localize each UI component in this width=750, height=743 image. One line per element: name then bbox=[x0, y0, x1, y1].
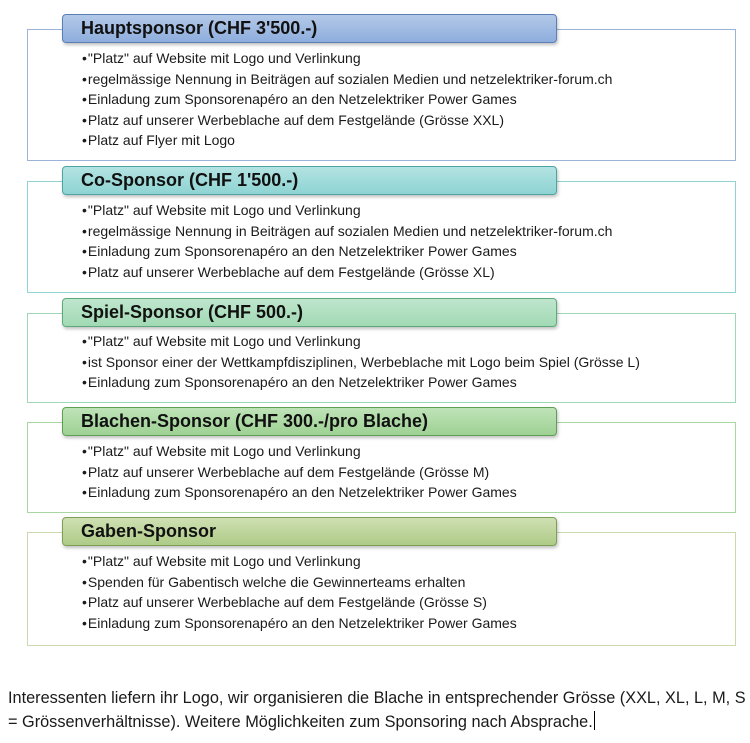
benefit-list bbox=[82, 200, 612, 282]
tier-title: Hauptsponsor (CHF 3'500.-) bbox=[62, 14, 557, 43]
benefit-item: • Spenden für Gabentisch welche die Gewinnerteams erhalten bbox=[82, 572, 517, 593]
benefit-item: • Platz auf unserer Werbeblache auf dem Festgelände (Grösse S) bbox=[82, 592, 517, 613]
tier-title: Co-Sponsor (CHF 1'500.-) bbox=[62, 166, 557, 195]
footer-text: Interessenten liefern ihr Logo, wir organisieren die Blache in entsprechender Grösse (XXL, XL, L, M, S = Grössenverhältnisse). Weitere Möglichkeiten zum Sponsoring nach Absprache. bbox=[8, 689, 746, 731]
benefit-item: • Einladung zum Sponsorenapéro an den Netzelektriker Power Games bbox=[82, 613, 517, 634]
benefit-list bbox=[82, 48, 612, 151]
benefit-item: • ist Sponsor einer der Wettkampfdisziplinen, Werbeblache mit Logo beim Spiel (Grösse L) bbox=[82, 352, 640, 373]
benefit-item: • regelmässige Nennung in Beiträgen auf sozialen Medien und netzelektriker-forum.ch bbox=[82, 221, 612, 242]
benefit-list bbox=[82, 441, 517, 503]
benefit-item: • "Platz" auf Website mit Logo und Verlinkung bbox=[82, 551, 517, 572]
benefit-item: • Platz auf unserer Werbeblache auf dem Festgelände (Grösse M) bbox=[82, 462, 517, 483]
benefit-item: • "Platz" auf Website mit Logo und Verlinkung bbox=[82, 200, 612, 221]
text-cursor bbox=[594, 711, 595, 730]
benefit-list bbox=[82, 331, 640, 393]
tier-title: Blachen-Sponsor (CHF 300.-/pro Blache) bbox=[62, 407, 557, 436]
benefit-item: • Platz auf Flyer mit Logo bbox=[82, 130, 612, 151]
benefit-item: • Einladung zum Sponsorenapéro an den Netzelektriker Power Games bbox=[82, 89, 612, 110]
benefit-item: • "Platz" auf Website mit Logo und Verlinkung bbox=[82, 48, 612, 69]
benefit-list bbox=[82, 551, 517, 633]
benefit-item: • regelmässige Nennung in Beiträgen auf sozialen Medien und netzelektriker-forum.ch bbox=[82, 69, 612, 90]
footer-paragraph[interactable] bbox=[8, 686, 748, 734]
benefit-item: • Einladung zum Sponsorenapéro an den Netzelektriker Power Games bbox=[82, 482, 517, 503]
benefit-item: • Platz auf unserer Werbeblache auf dem Festgelände (Grösse XL) bbox=[82, 262, 612, 283]
benefit-item: • Einladung zum Sponsorenapéro an den Netzelektriker Power Games bbox=[82, 241, 612, 262]
benefit-item: • "Platz" auf Website mit Logo und Verlinkung bbox=[82, 441, 517, 462]
tier-title: Gaben-Sponsor bbox=[62, 517, 557, 546]
tier-title: Spiel-Sponsor (CHF 500.-) bbox=[62, 298, 557, 327]
benefit-item: • Einladung zum Sponsorenapéro an den Netzelektriker Power Games bbox=[82, 372, 640, 393]
benefit-item: • "Platz" auf Website mit Logo und Verlinkung bbox=[82, 331, 640, 352]
benefit-item: • Platz auf unserer Werbeblache auf dem Festgelände (Grösse XXL) bbox=[82, 110, 612, 131]
